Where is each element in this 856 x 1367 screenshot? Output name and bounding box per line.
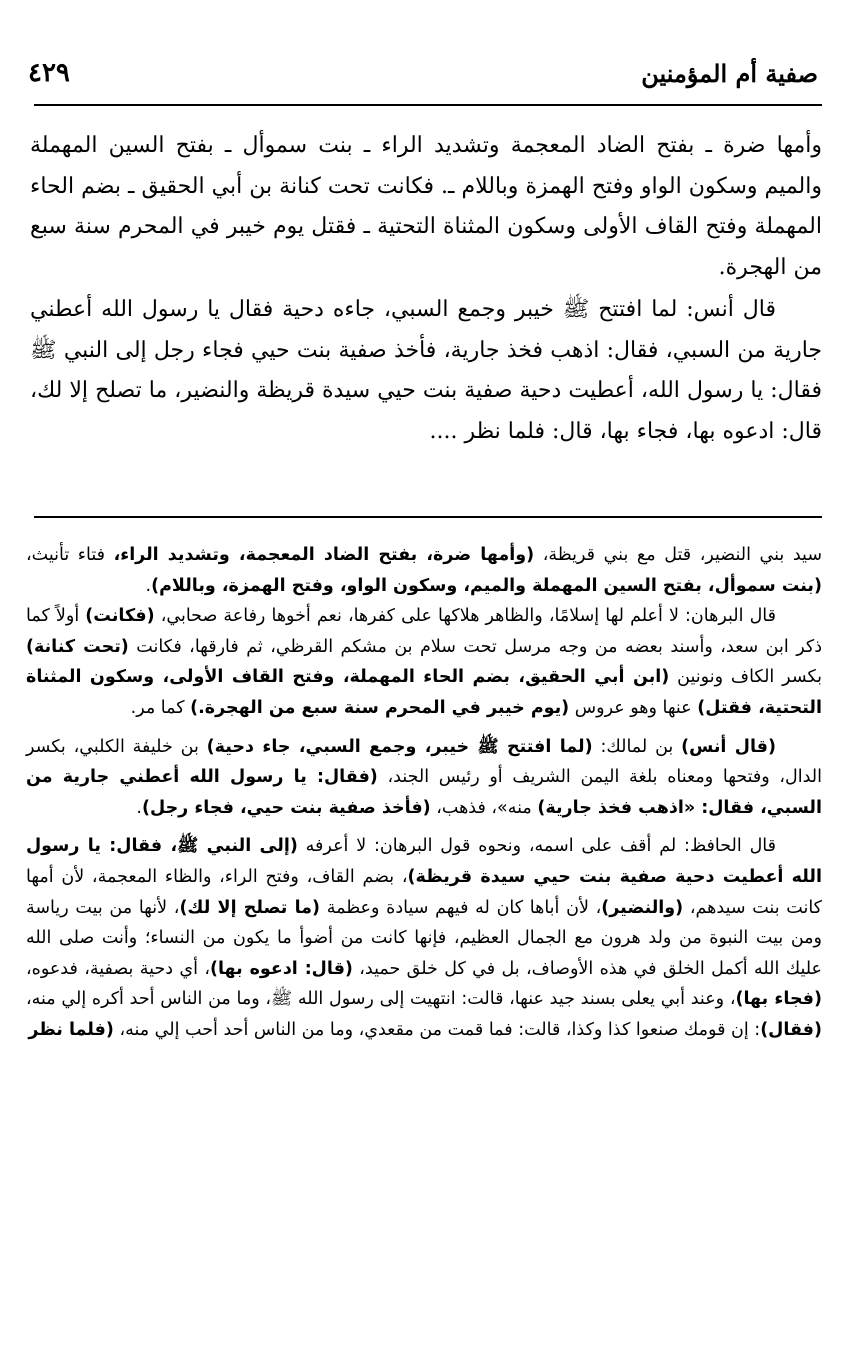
quoted-main-text: (فكانت) bbox=[85, 606, 155, 627]
quoted-main-text: (فلما نظر bbox=[28, 1019, 114, 1040]
quoted-main-text: (ما تصلح إلا لك) bbox=[179, 897, 320, 918]
quoted-main-text: (وأمها ضرة، بفتح الضاد المعجمة، وتشديد الراء، bbox=[113, 545, 535, 565]
commentary bbox=[26, 540, 822, 1046]
commentary-text: أولاً كما ذكر ابن سعد، وأسند بعضه من وجه مرسل تحت سلام بن مشكم القرظي، ثم فارقها، فكانت bbox=[26, 606, 822, 657]
commentary-text: منه»، فذهب، bbox=[430, 797, 538, 818]
commentary-paragraph-4 bbox=[26, 831, 822, 1045]
main-paragraph-2: قال أنس: لما افتتح ﷺ خيبر وجمع السبي، جاءه دحية فقال يا رسول الله أعطني جارية من السبي، فقال: اذهب فخذ جارية، فأخذ صفية بنت حيي فجاء رجل إلى النبي ﷺ فقال: يا رسول الله، أعطيت دحية صفية بنت حيي سيدة قريظة والنضير، ما تصلح إلا لك، قال: ادعوه بها، فجاء بها، قال: فلما نظر .... bbox=[30, 297, 822, 444]
page-number: ٤٢٩ bbox=[28, 58, 70, 88]
quoted-main-text: (ابن أبي الحقيق، بضم الحاء المهملة، وفتح القاف الأولى، وسكون المثناة التحتية، فقتل) bbox=[26, 667, 822, 718]
commentary-text: . bbox=[145, 575, 152, 596]
commentary-text: بن لمالك: bbox=[592, 736, 682, 757]
quoted-main-text: (فقال: يا رسول الله أعطني جارية من السبي، فقال: «اذهب فخذ جارية) bbox=[26, 767, 822, 818]
quoted-main-text: (إلى النبي ﷺ، فقال: يا رسول الله أعطيت دحية صفية بنت حيي سيدة قريظة) bbox=[26, 836, 822, 887]
quoted-main-text: (فأخذ صفية بنت حيي، فجاء رجل) bbox=[141, 797, 431, 818]
commentary-text: كما مر. bbox=[130, 697, 191, 718]
commentary-text: ، أي دحية بصفية، فدعوه، bbox=[26, 958, 210, 979]
commentary-text: : إن قومك صنعوا كذا وكذا، قالت: فما قمت من مقعدي، وما من الناس أحد أحب إلي منه، bbox=[113, 1019, 761, 1040]
commentary-text: قال الحافظ: لم أقف على اسمه، ونحوه قول البرهان: لا أعرفه bbox=[297, 836, 776, 857]
header-rule bbox=[34, 104, 822, 106]
commentary-text: بكسر الكاف ونونين bbox=[669, 667, 822, 688]
quoted-main-text: (فجاء بها) bbox=[735, 989, 823, 1010]
commentary-paragraph-1 bbox=[26, 540, 822, 601]
commentary-text: . bbox=[136, 797, 142, 818]
commentary-text: عنها وهو عروس bbox=[569, 697, 698, 718]
main-paragraph-1: وأمها ضرة ـ بفتح الضاد المعجمة وتشديد الراء ـ بنت سموأل ـ بفتح السين المهملة والميم وسكون الواو وفتح الهمزة وباللام ـ. فكانت تحت كنانة بن أبي الحقيق ـ بضم الحاء المهملة وفتح القاف الأولى وسكون المثناة التحتية ـ فقتل يوم خيبر في المحرم سنة سبع من الهجرة. bbox=[30, 133, 822, 280]
quoted-main-text: (قال أنس) bbox=[681, 736, 776, 757]
page-header bbox=[28, 52, 818, 94]
commentary-paragraph-3 bbox=[26, 732, 822, 824]
quoted-main-text: (بنت سموأل، بفتح السين المهملة والميم، وسكون الواو، وفتح الهمزة، وباللام) bbox=[151, 575, 822, 596]
commentary-text: فتاء تأنيث، bbox=[26, 545, 114, 565]
commentary-text: ، وعند أبي يعلى بسند جيد عنها، قالت: انتهيت إلى رسول الله ﷺ، وما من الناس أحد أكره إلي منه، bbox=[26, 989, 736, 1010]
running-title: صفية أم المؤمنين bbox=[641, 58, 818, 88]
main-text bbox=[30, 126, 822, 452]
footnote-separator bbox=[34, 516, 822, 518]
commentary-text: ، لأنها من بيت رياسة ومن بيت النبوة من ولد هرون مع الجمال العظيم، فإنها كانت من أضوأ ما يكون من النساء؛ وأنت صلى الله عليك الله أكمل الخلق في هذه الأوصاف، بل في كل خلق حميد، bbox=[26, 897, 823, 979]
quoted-main-text: (يوم خيبر في المحرم سنة سبع من الهجرة.) bbox=[190, 697, 570, 718]
commentary-text: ، لأن أباها كان له فيهم سيادة وعظمة bbox=[320, 897, 602, 918]
commentary-text: قال البرهان: لا أعلم لها إسلامًا، والظاهر هلاكها على كفرها، نعم أخوها رفاعة صحابي، bbox=[154, 606, 776, 627]
quoted-main-text: (تحت كنانة) bbox=[26, 636, 129, 657]
commentary-paragraph-2 bbox=[26, 601, 822, 723]
commentary-text: ، بضم القاف، وفتح الراء، والظاء المعجمة، لأن أمها كانت بنت سيدهم، bbox=[26, 866, 822, 918]
commentary-text: بن خليفة الكلبي، بكسر الدال، وفتحها ومعناه بلغة اليمن الشريف أو رئيس الجند، bbox=[26, 736, 822, 788]
quoted-main-text: (فقال) bbox=[760, 1019, 822, 1040]
quoted-main-text: (قال: ادعوه بها) bbox=[209, 958, 353, 979]
quoted-main-text: (والنضير) bbox=[601, 897, 684, 918]
quoted-main-text: (لما افتتح ﷺ خيبر، وجمع السبي، جاء دحية) bbox=[206, 736, 593, 757]
commentary-text: سيد بني النضير، قتل مع بني قريظة، bbox=[534, 545, 822, 565]
